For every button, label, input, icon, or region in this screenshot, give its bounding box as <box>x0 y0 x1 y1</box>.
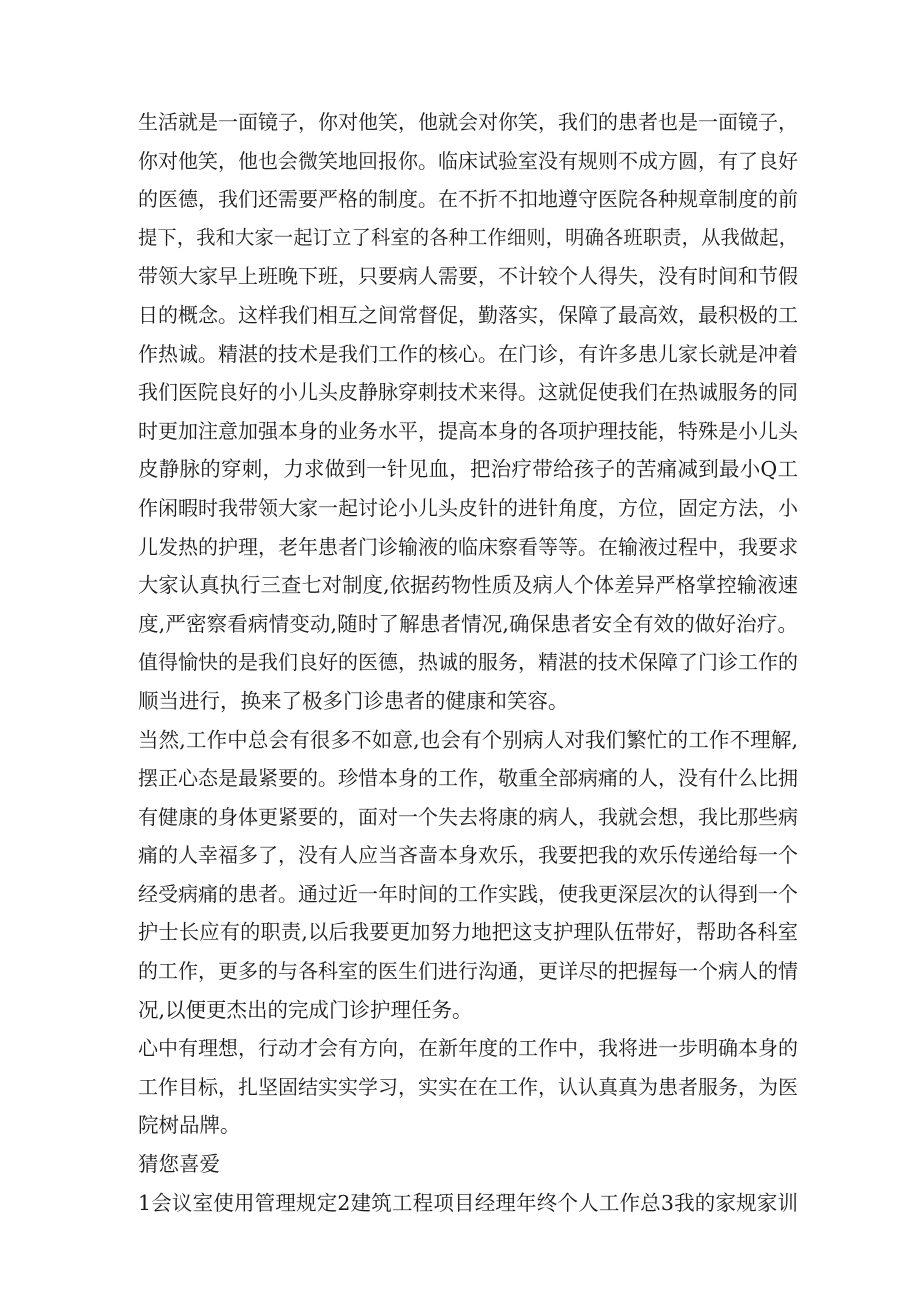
text-line: 心中有理想，行动才会有方向，在新年度的工作中，我将进一步明确本身的 <box>138 1036 798 1061</box>
text-line: 院树品牌。 <box>138 1113 241 1138</box>
text-line: 痛的人幸福多了，没有人应当吝啬本身欢乐，我要把我的欢乐传递给每一个 <box>138 843 798 868</box>
related-link-number: 3 <box>660 1190 674 1215</box>
text-line: 护士长应有的职责,以后我要更加努力地把这支护理队伍带好，帮助各科室 <box>138 920 798 945</box>
text-line: 有健康的身体更紧要的，面对一个失去将康的病人，我就会想，我比那些病 <box>138 804 798 829</box>
text-line: 值得愉快的是我们良好的医德，热诚的服务，精湛的技术保障了门诊工作的 <box>138 650 798 675</box>
text-line: 度,严密察看病情变动,随时了解患者情况,确保患者安全有效的做好治疗。 <box>138 611 798 636</box>
text-line: 提下，我和大家一起订立了科室的各种工作细则，明确各班职责，从我做起， <box>138 225 798 249</box>
paragraph-3 <box>138 1029 798 1145</box>
text-line: 皮静脉的穿刺，力求做到一针见血，把治疗带给孩子的苦痛减到最小Q工 <box>138 457 798 482</box>
text-line: 经受病痛的患者。通过近一年时间的工作实践，使我更深层次的认得到一个 <box>138 881 798 906</box>
document-body <box>138 103 798 1222</box>
related-heading: 猜您喜爱 <box>138 1152 220 1177</box>
text-line: 顺当进行，换来了极多门诊患者的健康和笑容。 <box>138 688 569 713</box>
text-line: 大家认真执行三查七对制度,依据药物性质及病人个体差异严格掌控输液速 <box>138 573 798 598</box>
related-link-1[interactable] <box>138 1191 337 1215</box>
text-line: 的工作，更多的与各科室的医生们进行沟通，更详尽的把握每一个病人的情 <box>138 959 798 984</box>
text-line: 况,以便更杰出的完成门诊护理任务。 <box>138 997 473 1022</box>
text-line: 带领大家早上班晚下班，只要病人需要，不计较个人得失，没有时间和节假 <box>138 264 798 289</box>
text-line: 的医德，我们还需要严格的制度。在不折不扣地遵守医院各种规章制度的前 <box>138 187 798 212</box>
text-line: 当然,工作中总会有很多不如意,也会有个别病人对我们繁忙的工作不理解, <box>138 727 798 752</box>
text-line: 儿发热的护理，老年患者门诊输液的临床察看等等。在输液过程中，我要求 <box>138 534 798 559</box>
related-link-number: 2 <box>337 1190 351 1215</box>
text-line: 日的概念。这样我们相互之间常督促，勤落实，保障了最高效，最积极的工 <box>138 302 798 327</box>
text-line: 作热诚。精湛的技术是我们工作的核心。在门诊，有许多患儿家长就是冲着 <box>138 341 798 366</box>
text-line: 时更加注意加强本身的业务水平，提高本身的各项护理技能，特殊是小儿头 <box>138 418 798 443</box>
related-links <box>138 1184 798 1223</box>
paragraph-1 <box>138 103 798 721</box>
text-line: 作闲暇时我带领大家一起讨论小儿头皮针的进针角度，方位，固定方法，小 <box>138 495 798 520</box>
related-link-number: 1 <box>138 1190 152 1215</box>
related-link-title: 我的家规家训 <box>673 1190 798 1215</box>
paragraph-2 <box>138 721 798 1030</box>
text-line: 摆正心态是最紧要的。珍惜本身的工作，敬重全部病痛的人，没有什么比拥 <box>138 766 798 791</box>
related-link-3[interactable] <box>661 1191 798 1215</box>
related-link-title: 会议室使用管理规定 <box>151 1190 338 1215</box>
related-link-title: 建筑工程项目经理年终个人工作总 <box>350 1190 661 1215</box>
text-line: 工作目标，扎坚固结实实学习，实实在在工作，认认真真为患者服务，为医 <box>138 1074 798 1099</box>
text-line: 我们医院良好的小儿头皮静脉穿刺技术来得。这就促使我们在热诚服务的同 <box>138 380 798 405</box>
text-line: 生活就是一面镜子，你对他笑，他就会对你笑，我们的患者也是一面镜子， <box>138 110 798 134</box>
related-link-2[interactable] <box>337 1191 660 1215</box>
text-line: 你对他笑，他也会微笑地回报你。临床试验室没有规则不成方圆，有了良好 <box>138 148 798 173</box>
